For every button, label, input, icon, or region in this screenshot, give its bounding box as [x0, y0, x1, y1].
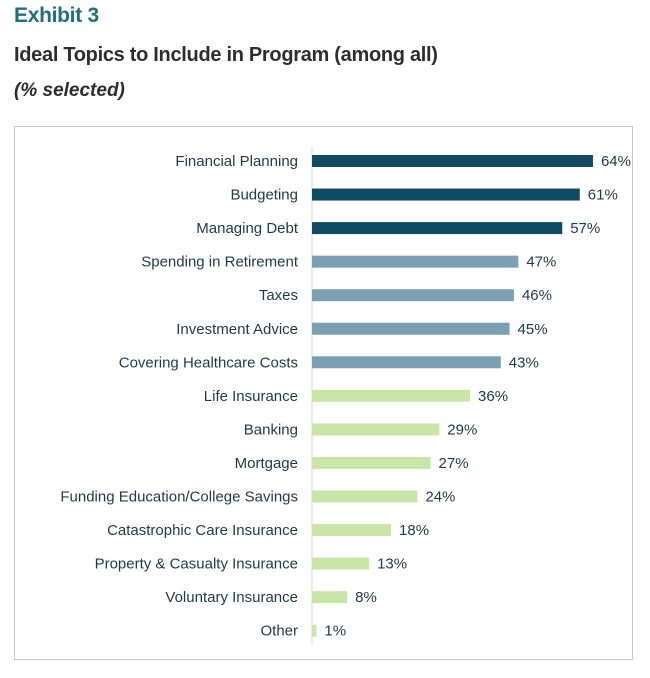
bar	[312, 457, 431, 469]
value-label: 8%	[355, 589, 377, 607]
category-label: Funding Education/College Savings	[60, 488, 298, 506]
bar	[312, 625, 316, 637]
bar	[312, 256, 518, 268]
exhibit-label: Exhibit 3	[14, 4, 99, 27]
value-label: 43%	[508, 354, 539, 372]
category-label: Covering Healthcare Costs	[118, 354, 298, 372]
bar	[312, 222, 562, 234]
chart-title: Ideal Topics to Include in Program (among all)	[14, 44, 438, 66]
value-label: 1%	[324, 622, 347, 640]
category-label: Life Insurance	[203, 387, 298, 405]
value-label: 57%	[570, 220, 601, 238]
bar	[312, 558, 369, 570]
value-label: 64%	[600, 153, 631, 170]
category-label: Voluntary Insurance	[165, 589, 298, 607]
category-label: Financial Planning	[175, 153, 298, 170]
bar	[312, 491, 417, 503]
category-label: Budgeting	[230, 186, 298, 204]
category-label: Other	[260, 622, 298, 640]
bar	[312, 189, 580, 201]
chart-subtitle: (% selected)	[14, 80, 125, 101]
bar	[312, 524, 391, 536]
category-label: Managing Debt	[196, 220, 298, 238]
bar	[312, 390, 470, 402]
bar	[312, 289, 514, 301]
category-label: Property & Casualty Insurance	[94, 555, 298, 573]
category-label: Investment Advice	[176, 320, 298, 338]
value-label: 27%	[438, 454, 469, 472]
bar	[312, 155, 593, 167]
category-label: Taxes	[258, 287, 298, 305]
value-label: 13%	[377, 555, 408, 573]
bar	[312, 423, 439, 435]
category-label: Catastrophic Care Insurance	[107, 522, 298, 540]
category-label: Banking	[243, 421, 298, 439]
value-label: 24%	[425, 488, 456, 506]
value-label: 18%	[399, 522, 430, 540]
bar	[312, 356, 501, 368]
value-label: 46%	[521, 287, 552, 305]
value-label: 45%	[517, 320, 548, 338]
category-label: Mortgage	[234, 454, 298, 472]
value-label: 29%	[447, 421, 478, 439]
value-label: 36%	[478, 387, 509, 405]
category-label: Spending in Retirement	[141, 253, 298, 271]
value-label: 61%	[587, 186, 618, 204]
bar	[312, 323, 510, 335]
bar	[312, 591, 347, 603]
value-label: 47%	[526, 253, 557, 271]
